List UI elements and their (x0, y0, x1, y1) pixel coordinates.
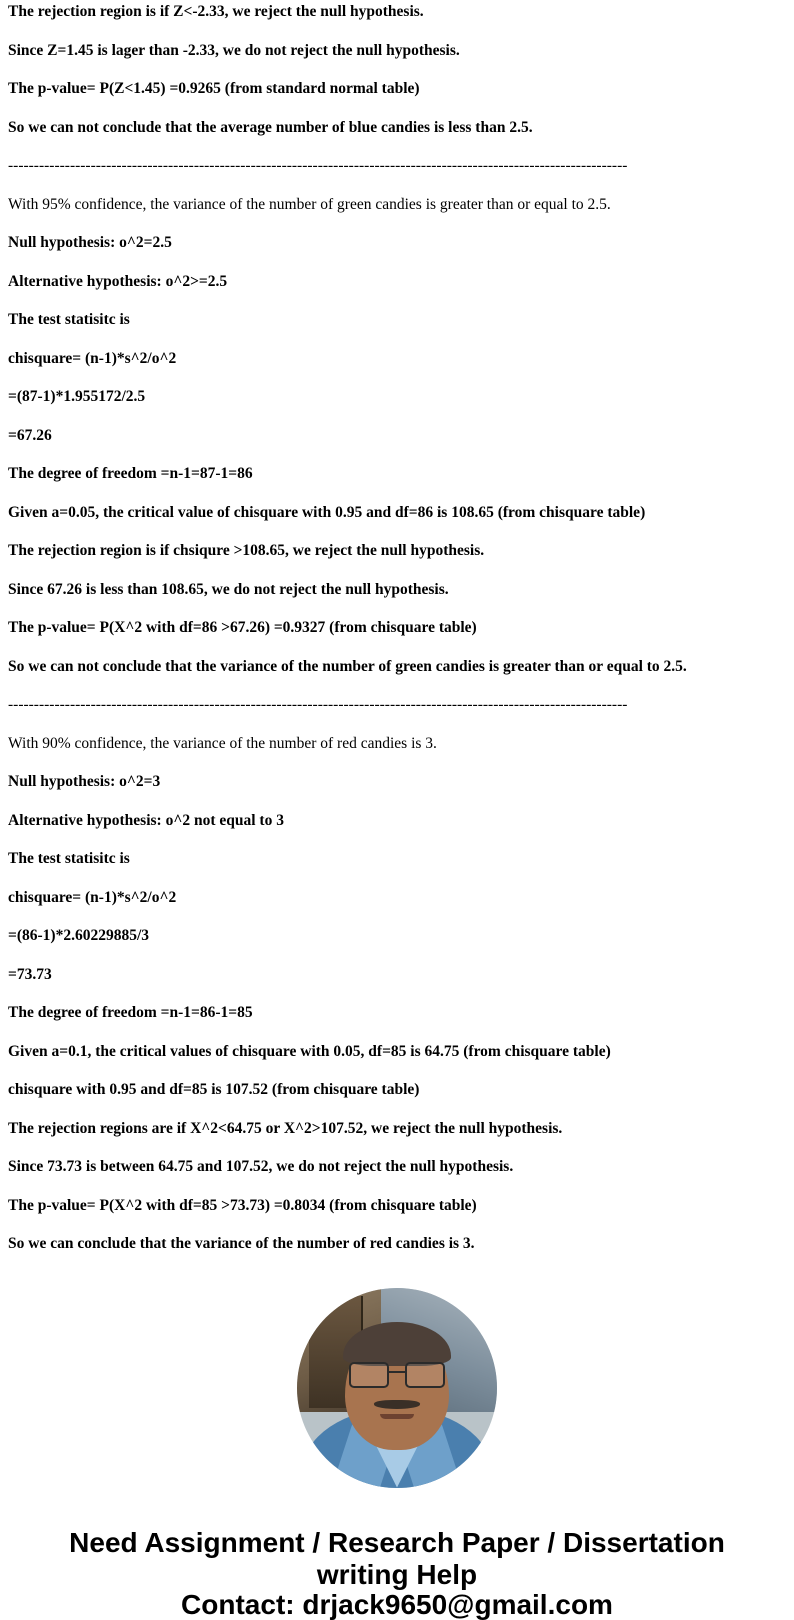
text-line: So we can not conclude that the average number of blue candies is less than 2.5. (8, 120, 786, 136)
text-line: So we can conclude that the variance of the number of red candies is 3. (8, 1236, 786, 1252)
text-line: chisquare= (n-1)*s^2/o^2 (8, 890, 786, 906)
section-blue-candies-test (8, 0, 786, 135)
avatar (297, 1288, 497, 1488)
footer-advert (8, 1528, 786, 1620)
footer-contact: Contact: drjack9650@gmail.com (8, 1590, 786, 1620)
footer-line-2: writing Help (8, 1560, 786, 1590)
glasses-bridge (387, 1371, 407, 1373)
section-green-candies-test (8, 197, 786, 675)
footer-line-1: Need Assignment / Research Paper / Dissertation (8, 1528, 786, 1558)
text-line: The rejection region is if Z<-2.33, we reject the null hypothesis. (8, 0, 786, 20)
text-line: =73.73 (8, 967, 786, 983)
profile-photo-container (8, 1288, 786, 1488)
text-line: With 90% confidence, the variance of the number of red candies is 3. (8, 736, 786, 752)
text-line: Null hypothesis: o^2=3 (8, 774, 786, 790)
text-line: Since 73.73 is between 64.75 and 107.52, we do not reject the null hypothesis. (8, 1159, 786, 1175)
text-line: The rejection region is if chsiqure >108.65, we reject the null hypothesis. (8, 543, 786, 559)
glasses-lens-right (405, 1362, 445, 1388)
text-line: =(87-1)*1.955172/2.5 (8, 389, 786, 405)
text-line: The test statisitc is (8, 851, 786, 867)
mustache (374, 1400, 420, 1409)
text-line: Since Z=1.45 is lager than -2.33, we do not reject the null hypothesis. (8, 43, 786, 59)
text-line: The rejection regions are if X^2<64.75 or X^2>107.52, we reject the null hypothesis. (8, 1121, 786, 1137)
section-red-candies-test (8, 736, 786, 1252)
text-line: Alternative hypothesis: o^2>=2.5 (8, 274, 786, 290)
text-line: The p-value= P(X^2 with df=85 >73.73) =0.8034 (from chisquare table) (8, 1198, 786, 1214)
text-line: Since 67.26 is less than 108.65, we do not reject the null hypothesis. (8, 582, 786, 598)
glasses-lens-left (349, 1362, 389, 1388)
section-divider: ------------------------------------------------------------------------------------------------------------------------ (8, 158, 786, 174)
text-line: The p-value= P(X^2 with df=86 >67.26) =0.9327 (from chisquare table) (8, 620, 786, 636)
text-line: Null hypothesis: o^2=2.5 (8, 235, 786, 251)
text-line: chisquare with 0.95 and df=85 is 107.52 (from chisquare table) (8, 1082, 786, 1098)
text-line: Given a=0.05, the critical value of chisquare with 0.95 and df=86 is 108.65 (from chisquare table) (8, 505, 786, 521)
text-line: chisquare= (n-1)*s^2/o^2 (8, 351, 786, 367)
text-line: The degree of freedom =n-1=86-1=85 (8, 1005, 786, 1021)
text-line: So we can not conclude that the variance of the number of green candies is greater than or equal to 2.5. (8, 659, 786, 675)
text-line: With 95% confidence, the variance of the number of green candies is greater than or equal to 2.5. (8, 197, 786, 213)
text-line: The degree of freedom =n-1=87-1=86 (8, 466, 786, 482)
text-line: =67.26 (8, 428, 786, 444)
section-divider: ------------------------------------------------------------------------------------------------------------------------ (8, 697, 786, 713)
mouth (380, 1414, 414, 1419)
text-line: =(86-1)*2.60229885/3 (8, 928, 786, 944)
text-line: The p-value= P(Z<1.45) =0.9265 (from standard normal table) (8, 81, 786, 97)
text-line: Given a=0.1, the critical values of chisquare with 0.05, df=85 is 64.75 (from chisquare table) (8, 1044, 786, 1060)
glasses-icon (349, 1362, 445, 1386)
text-line: Alternative hypothesis: o^2 not equal to 3 (8, 813, 786, 829)
text-line: The test statisitc is (8, 312, 786, 328)
